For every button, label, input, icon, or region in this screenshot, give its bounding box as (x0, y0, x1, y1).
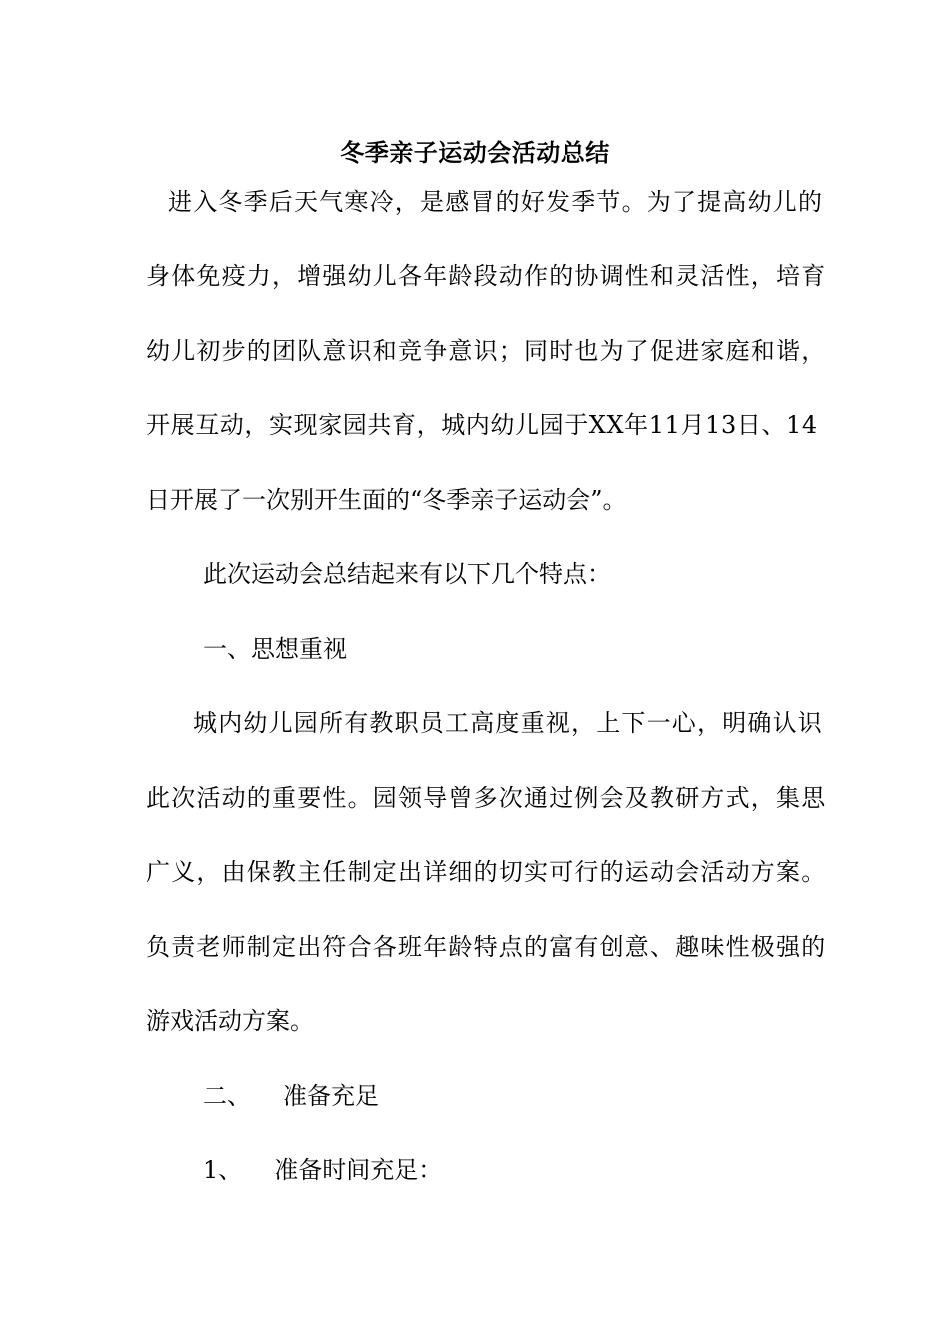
paragraph-line: 广义，由保教主任制定出详细的切实可行的运动会活动方案。 (146, 858, 827, 886)
list-item-heading (203, 1150, 442, 1190)
list-item-number: 1、 (203, 1156, 243, 1184)
summary-intro: 此次运动会总结起来有以下几个特点： (203, 560, 611, 588)
paragraph-line: 负责老师制定出符合各班年龄特点的富有创意、趣味性极强的 (146, 933, 827, 961)
paragraph-line: 进入冬季后天气寒冷，是感冒的好发季节。为了提高幼儿的 (168, 188, 824, 216)
paragraph-line: 游戏活动方案。 (146, 1007, 314, 1035)
paragraph-line: 开展互动，实现家园共育，城内幼儿园于XX年11月13日、14 (146, 411, 818, 439)
section-heading-1: 一、思想重视 (203, 635, 347, 663)
paragraph-line: 幼儿初步的团队意识和竞争意识；同时也为了促进家庭和谐， (146, 337, 827, 365)
section-heading-text: 准备充足 (283, 1082, 379, 1110)
paragraph-line: 城内幼儿园所有教职员工高度重视，上下一心，明确认识 (193, 709, 823, 737)
paragraph-line: 身体免疫力，增强幼儿各年龄段动作的协调性和灵活性，培育 (146, 262, 827, 290)
section-number: 二、 (203, 1082, 251, 1110)
section-heading-2 (203, 1076, 379, 1116)
list-item-text: 准备时间充足： (274, 1156, 443, 1184)
document-title: 冬季亲子运动会活动总结 (340, 139, 610, 167)
paragraph-line: 此次活动的重要性。园领导曾多次通过例会及教研方式，集思 (146, 784, 827, 812)
paragraph-line: 日开展了一次别开生面的“冬季亲子运动会”。 (146, 486, 627, 514)
